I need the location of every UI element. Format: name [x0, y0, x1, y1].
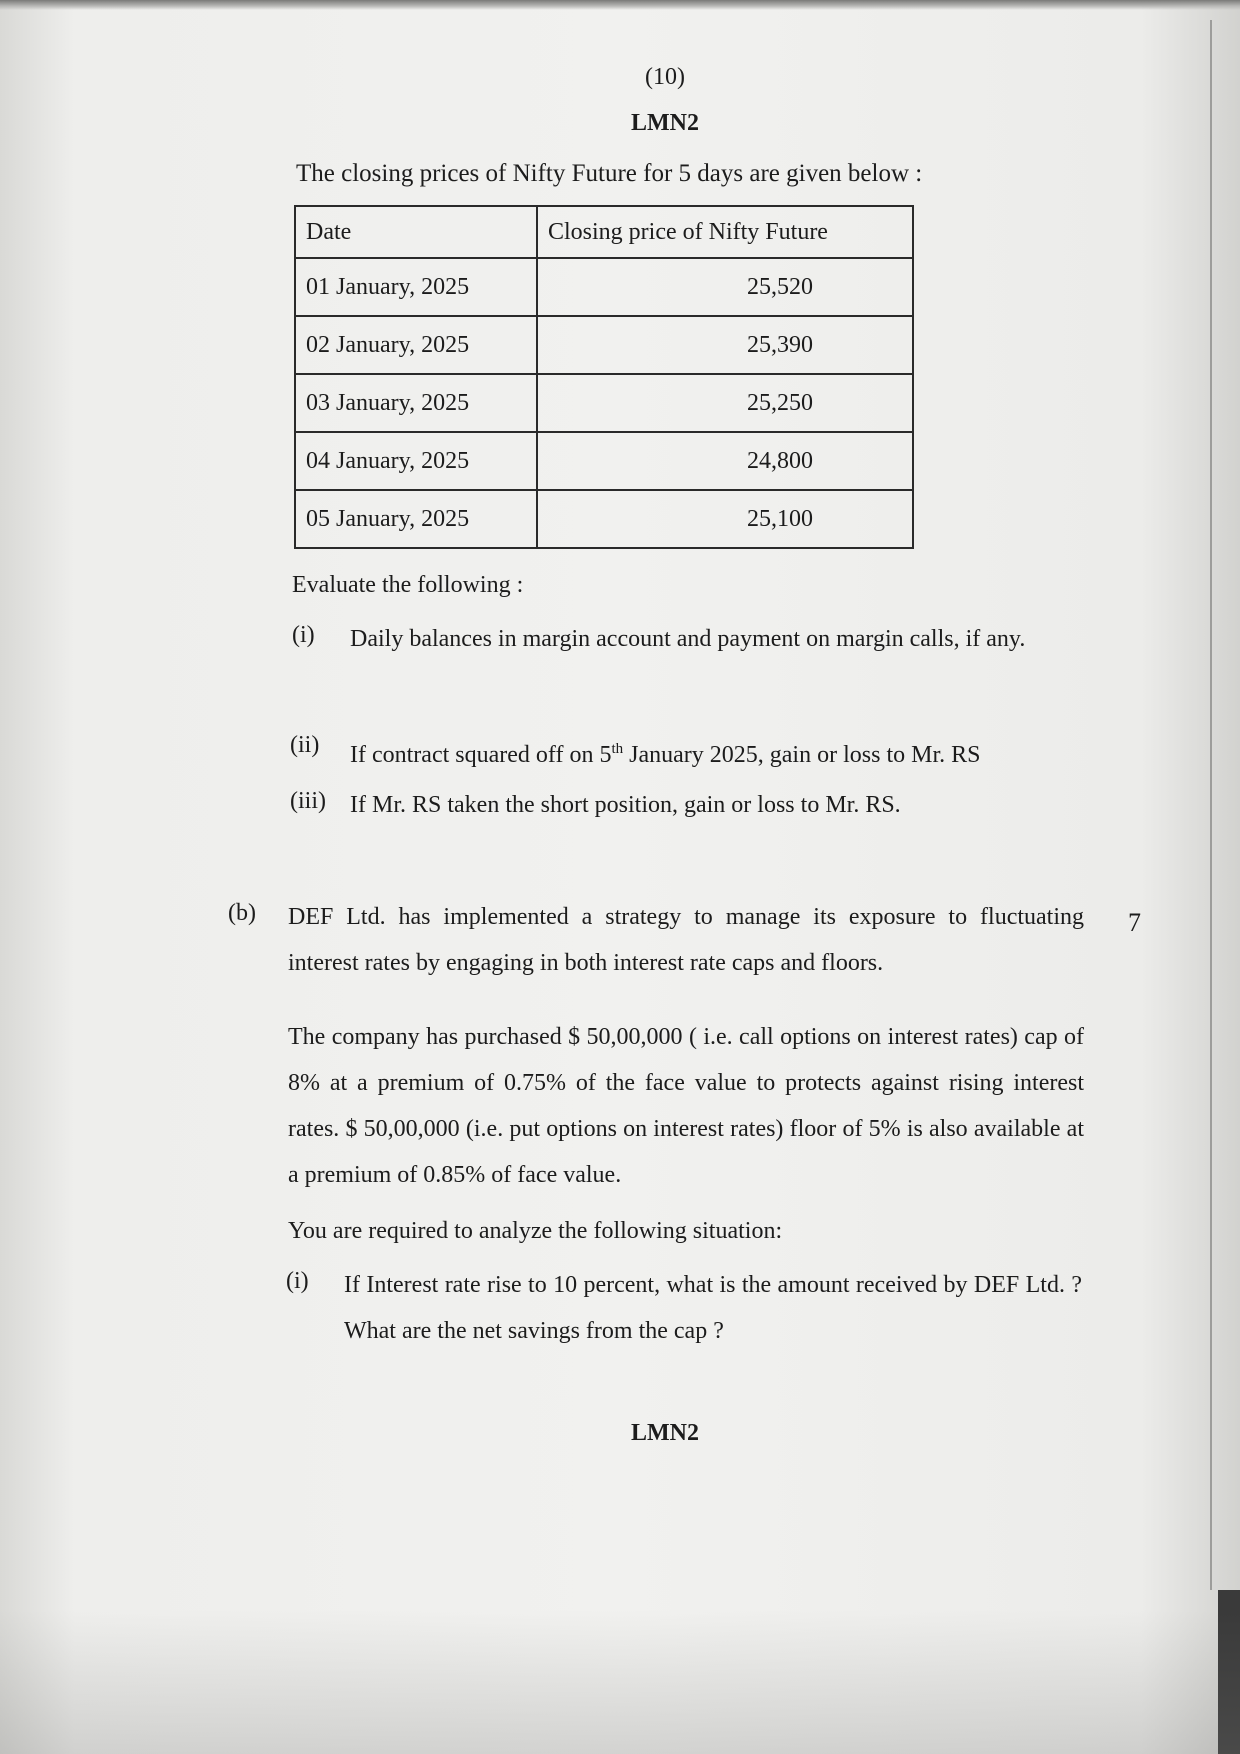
table-cell-price: 24,800: [537, 432, 913, 490]
item-text-part: January 2025, gain or loss to Mr. RS: [623, 742, 981, 768]
table-cell-price: 25,250: [537, 374, 913, 432]
table-cell-date: 05 January, 2025: [295, 490, 537, 548]
table-header-row: [295, 206, 913, 258]
item-text-part: If contract squared off on 5: [350, 742, 612, 768]
item-label: (iii): [290, 788, 326, 814]
table-cell-date: 04 January, 2025: [295, 432, 537, 490]
item-text: If Mr. RS taken the short position, gain or loss to Mr. RS.: [350, 792, 901, 818]
table-row: [295, 258, 913, 316]
item-text: If Interest rate rise to 10 percent, what is the amount received by DEF Ltd. ? What are the net savings from the cap ?: [344, 1272, 1082, 1344]
item-label: (ii): [290, 732, 320, 758]
table-cell-price: 25,520: [537, 258, 913, 316]
item-label: (i): [292, 622, 315, 648]
nifty-price-table: [294, 205, 914, 549]
question-a-intro: The closing prices of Nifty Future for 5 days are given below :: [296, 160, 923, 187]
table-header-price: Closing price of Nifty Future: [537, 206, 913, 258]
question-b-para2: The company has purchased $ 50,00,000 ( i.e. call options on interest rates) cap of 8% at a premium of 0.75% of the face value to protects against rising interest rates. $ 50,00,000 (i.e. put options on interest rates) floor of 5% is also available at a premium of 0.85% of face value.: [288, 1024, 1084, 1188]
item-text: [350, 726, 1090, 778]
table-header-date: Date: [295, 206, 537, 258]
scan-top-edge: [0, 0, 1240, 10]
table-cell-date: 02 January, 2025: [295, 316, 537, 374]
item-label: (i): [286, 1268, 309, 1294]
table-row: [295, 316, 913, 374]
paper-code-header: LMN2: [631, 110, 699, 136]
table-cell-price: 25,100: [537, 490, 913, 548]
marks: 7: [1128, 908, 1141, 937]
table-row: [295, 374, 913, 432]
table-cell-date: 03 January, 2025: [295, 374, 537, 432]
question-b-label: (b): [228, 900, 256, 926]
table-cell-price: 25,390: [537, 316, 913, 374]
table-row: [295, 490, 913, 548]
question-b-required: You are required to analyze the following situation:: [288, 1218, 783, 1244]
table-row: [295, 432, 913, 490]
item-text: Daily balances in margin account and payment on margin calls, if any.: [350, 626, 1026, 652]
question-b-para1: DEF Ltd. has implemented a strategy to manage its exposure to fluctuating interest rates by engaging in both interest rate caps and floors.: [288, 904, 1084, 976]
scan-right-edge: [1210, 20, 1212, 1590]
evaluate-heading: Evaluate the following :: [292, 572, 524, 598]
page-number: (10): [645, 64, 685, 90]
table-cell-date: 01 January, 2025: [295, 258, 537, 316]
paper-code-footer: LMN2: [631, 1420, 699, 1446]
ordinal-suffix: th: [611, 741, 624, 757]
scan-bottom-shadow: [0, 1610, 1240, 1754]
